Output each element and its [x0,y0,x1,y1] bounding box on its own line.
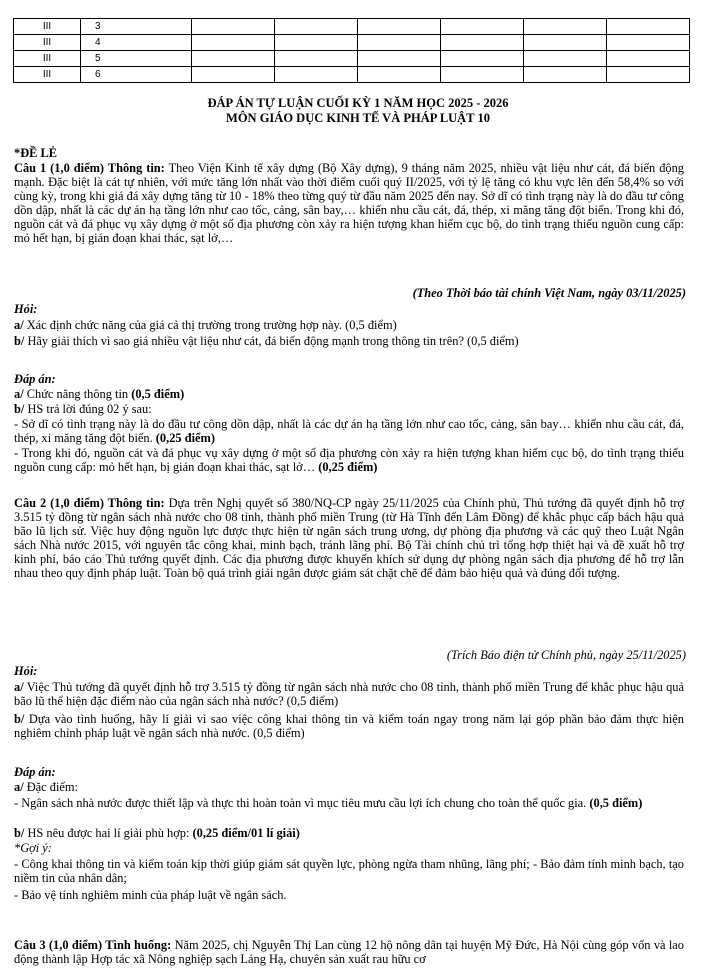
table-cell-number: 6 [81,67,192,83]
answer-1-b-point-1: - Sở dĩ có tình trạng này là do đầu tư công dồn dập, nhất là các dự án hạ tầng lớn như cao tốc, cảng, sân bay… khiến nhu cầu cát, đá, thép, xi măng tăng đột biến. (0,25 điểm) [14,417,684,446]
table-cell-empty [607,19,690,35]
table-cell-empty [441,67,524,83]
question-3-info [14,938,684,966]
table-row [14,67,690,83]
table-cell-empty [524,35,607,51]
table-cell-level: III [14,35,81,51]
table-cell-empty [607,35,690,51]
answer-1-label: Đáp án: [14,372,56,386]
section-label: *ĐỀ LẺ [14,146,58,160]
question-1-b: b/ Hãy giải thích vì sao giá nhiều vật liệu như cát, đá biến động mạnh trong thông tin trên? (0,5 điểm) [14,334,519,348]
answer-1-a: a/ Chức năng thông tin (0,5 điểm) [14,387,185,401]
table-cell-number: 5 [81,51,192,67]
table-cell-level: III [14,19,81,35]
question-2-info [14,496,684,581]
table-cell-number: 3 [81,19,192,35]
subject-title: MÔN GIÁO DỤC KINH TẾ VÀ PHÁP LUẬT 10 [226,111,490,125]
table-cell-empty [607,51,690,67]
question-3-heading: Câu 3 (1,0 điểm) Tình huống: [14,938,172,952]
answer-2-a: a/ Đặc điểm: [14,780,79,794]
question-2-b: b/ Dựa vào tình huống, hãy lí giải vì sao việc công khai thông tin và kiểm toán ngay trong năm lại góp phần bảo đảm thực hiện nghiêm chỉnh pháp luật về ngân sách nhà nước. (0,5 điểm) [14,712,684,741]
question-2-heading: Câu 2 (1,0 điểm) Thông tin: [14,496,165,510]
answer-2-label: Đáp án: [14,765,56,779]
table-cell-number: 4 [81,35,192,51]
table-cell-empty [441,35,524,51]
table-cell-level: III [14,67,81,83]
table-cell-empty [192,19,275,35]
table-row [14,35,690,51]
table-cell-empty [192,67,275,83]
table-cell-empty [441,51,524,67]
question-1-a: a/ Xác định chức năng của giá cả thị trường trong trường hợp này. (0,5 điểm) [14,318,397,332]
table-cell-empty [358,51,441,67]
table-cell-empty [275,35,358,51]
table-cell-empty [358,19,441,35]
question-1-source: (Theo Thời báo tài chính Việt Nam, ngày 03/11/2025) [412,286,686,300]
question-1-hoi: Hỏi: [14,302,38,316]
table-cell-level: III [14,51,81,67]
question-1-body: Theo Viện Kinh tế xây dựng (Bộ Xây dựng), 9 tháng năm 2025, nhiều vật liệu như cát, đá biến động mạnh. Đặc biệt là cát tự nhiên, với mức tăng lớn nhất vào thời điểm cuối quý II/2025, với tỷ lệ tăng có khu vực lên đến 58,4% so với cùng kỳ, trong khi giá đá xây dựng tăng từ 10 - 18% theo từng quý từ đầu năm 2025 đến nay. Sở dĩ có tình trạng này là do đầu tư công dồn dập, nhất là các dự án hạ tầng lớn như cao tốc, cảng, sân bay,… khiến nhu cầu cát, đá, thép, xi măng tăng đột biến. Trong khi đó, nguồn cát và đá phục vụ xây dựng ở một số địa phương còn xảy ra hiện tượng khan hiếm cục bộ, do tình trạng thiếu nguồn cung cấp: mỏ hết hạn, bị gián đoạn khai thác, sạt lở,… [14,161,684,246]
table-cell-empty [358,67,441,83]
table-cell-empty [441,19,524,35]
score-table [13,18,690,83]
table-cell-empty [275,51,358,67]
table-cell-empty [275,67,358,83]
answer-2-hint-1: - Công khai thông tin và kiểm toán kịp thời giúp giám sát quyền lực, phòng ngừa tham nhũng, lãng phí; - Bảo đảm tính minh bạch, tạo niềm tin của nhân dân; [14,857,684,886]
table-row [14,19,690,35]
answer-2-a-text: - Ngân sách nhà nước được thiết lập và thực thi hoàn toàn vì mục tiêu mưu cầu lợi ích chung cho toàn thể quốc gia. (0,5 điểm) [14,796,643,810]
question-2-hoi: Hỏi: [14,664,38,678]
table-cell-empty [358,35,441,51]
question-2-a: a/ Việc Thủ tướng đã quyết định hỗ trợ 3.515 tỷ đồng từ ngân sách nhà nước cho 08 tỉnh, thành phố miền Trung để khắc phục hậu quả bão lũ thể hiện đặc điểm nào của ngân sách nhà nước? (0,5 điểm) [14,680,684,709]
table-cell-empty [275,19,358,35]
answer-2-hint-label: *Gợi ý: [14,841,52,855]
table-cell-empty [524,67,607,83]
table-cell-empty [607,67,690,83]
answer-title: ĐÁP ÁN TỰ LUẬN CUỐI KỲ 1 NĂM HỌC 2025 - 2026 [207,96,509,110]
question-1-info [14,161,684,246]
question-1-heading: Câu 1 (1,0 điểm) Thông tin: [14,161,165,175]
question-2-source: (Trích Báo điện tử Chính phủ, ngày 25/11/2025) [446,648,686,662]
question-3-body: Năm 2025, chị Nguyễn Thị Lan cùng 12 hộ nông dân tại huyện Mỹ Đức, Hà Nội cùng góp vốn và lao động thành lập Hợp tác xã Nông nghiệp sạch Láng Hạ, chuyên sản xuất rau hữu cơ [14,938,684,967]
table-cell-empty [192,51,275,67]
answer-2-hint-2: - Bảo vệ tính nghiêm minh của pháp luật về ngân sách. [14,888,287,902]
table-row [14,51,690,67]
table-cell-empty [192,35,275,51]
answer-1-b: b/ HS trả lời đúng 02 ý sau: [14,402,152,416]
question-2-body: Dựa trên Nghị quyết số 380/NQ-CP ngày 25/11/2025 của Chính phủ, Thủ tướng đã quyết định hỗ trợ 3.515 tỷ đồng từ ngân sách nhà nước cho 08 tỉnh, thành phố miền Trung (từ Hà Tĩnh đến Lâm Đồng) để khắc phục cấp bách hậu quả bão lũ lịch sử. Việc huy động nguồn lực được thực hiện từ ngân sách trung ương, dự phòng địa phương và các quỹ theo Luật Ngân sách Nhà nước 2015, với nguyên tắc công khai, minh bạch, tránh lãng phí. Bộ Tài chính chủ trì tổng hợp thiệt hại và đề xuất hỗ trợ kinh phí, báo cáo Thủ tướng quyết định. Các địa phương được khuyến khích sử dụng dự phòng ngân sách địa phương để hỗ trợ lẫn nhau theo quy định pháp luật. Toàn bộ quá trình giải ngân được giám sát chặt chẽ để đảm bảo hiệu quả và đúng đối tượng. [14,496,684,581]
table-cell-empty [524,19,607,35]
answer-1-b-point-2: - Trong khi đó, nguồn cát và đá phục vụ xây dựng ở một số địa phương còn xảy ra hiện tượng khan hiếm cục bộ, do tình trạng thiếu nguồn cung cấp: mỏ hết hạn, bị gián đoạn khai thác, sạt lở… (0,25 điểm) [14,446,684,475]
answer-2-b: b/ HS nêu được hai lí giải phù hợp: (0,25 điểm/01 lí giải) [14,826,300,840]
table-cell-empty [524,51,607,67]
